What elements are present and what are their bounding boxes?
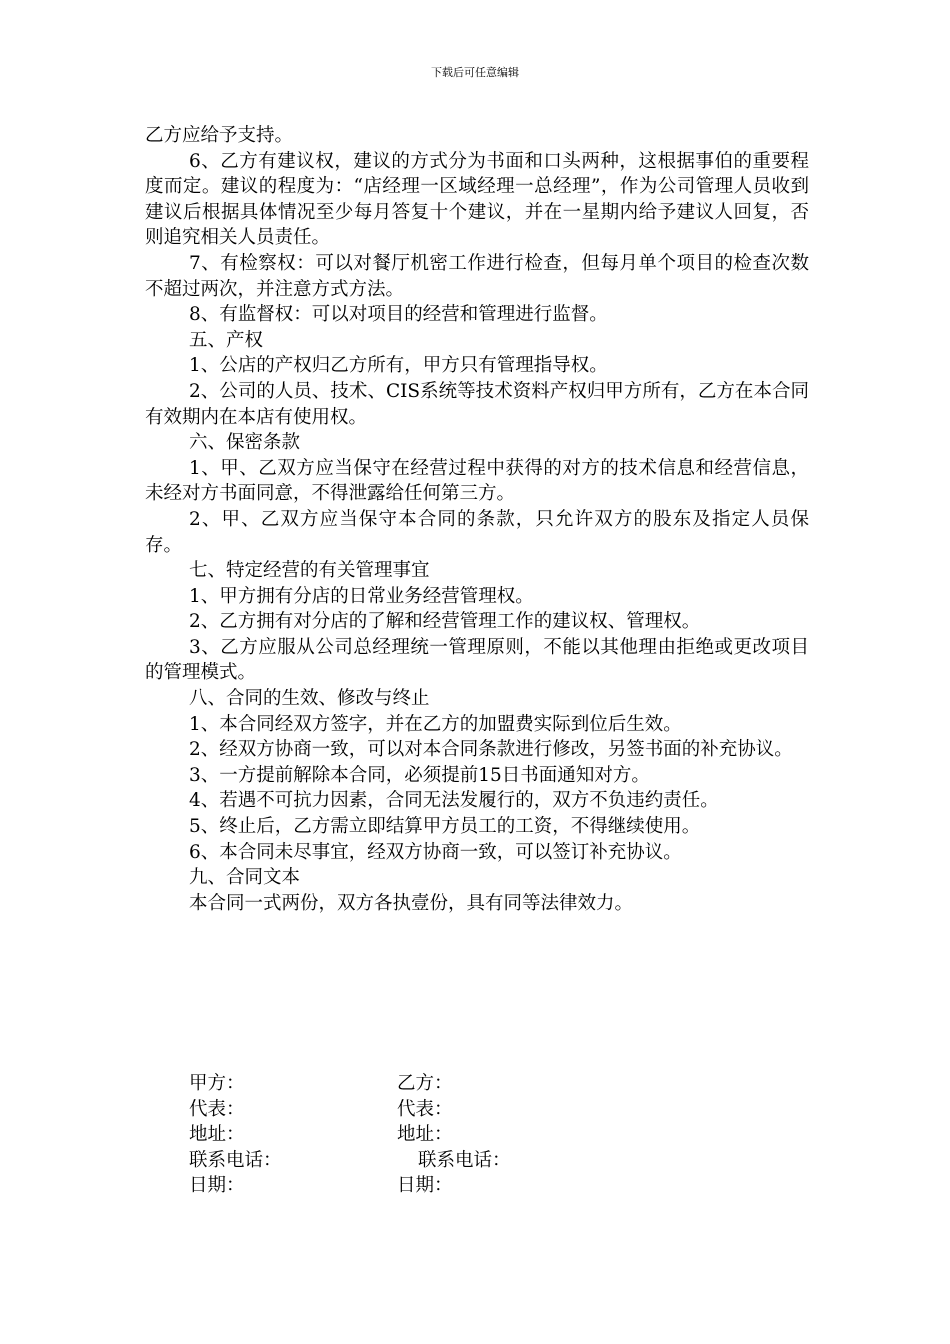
- paragraph: 4、若遇不可抗力因素，合同无法发履行的，双方不负违约责任。: [189, 790, 719, 812]
- party-a-representative-label: 代表：: [189, 1098, 245, 1120]
- paragraph: 8、有监督权：可以对项目的经营和管理进行监督。: [189, 304, 608, 326]
- section-heading: 九、合同文本: [189, 867, 301, 889]
- party-b-phone-label: 联系电话：: [418, 1149, 511, 1171]
- signature-block: [189, 1071, 789, 1199]
- paragraph: 2、甲、乙双方应当保守本合同的条款，只允许双方的股东及指定人员保存。: [145, 508, 809, 556]
- paragraph: 5、终止后，乙方需立即结算甲方员工的工资，不得继续使用。: [189, 816, 701, 838]
- paragraph: 3、一方提前解除本合同，必须提前15日书面通知对方。: [189, 764, 650, 786]
- party-a-label: 甲方：: [189, 1073, 245, 1094]
- party-b-label: 乙方：: [397, 1073, 453, 1094]
- paragraph: 乙方应给予支持。: [145, 125, 294, 146]
- party-b-address-label: 地址：: [397, 1124, 453, 1146]
- paragraph: 1、甲、乙双方应当保守在经营过程中获得的对方的技术信息和经营信息，未经对方书面同意，不得泄露给任何第三方。: [145, 457, 809, 505]
- paragraph: 1、本合同经双方签字，并在乙方的加盟费实际到位后生效。: [189, 713, 682, 735]
- paragraph: 2、经双方协商一致，可以对本合同条款进行修改，另签书面的补充协议。: [189, 739, 793, 761]
- section-heading: 六、保密条款: [189, 432, 301, 454]
- section-heading: 五、产权: [189, 329, 264, 351]
- paragraph: 6、本合同未尽事宜，经双方协商一致，可以签订补充协议。: [189, 841, 682, 863]
- section-heading: 八、合同的生效、修改与终止: [189, 688, 430, 710]
- paragraph: 3、乙方应服从公司总经理统一管理原则，不能以其他理由拒绝或更改项目的管理模式。: [145, 636, 809, 684]
- signature-row-phone: [189, 1148, 789, 1174]
- signature-row-party: [189, 1071, 789, 1097]
- party-a-date-label: 日期：: [189, 1175, 245, 1197]
- signature-row-address: [189, 1122, 789, 1148]
- party-b-representative-label: 代表：: [397, 1098, 453, 1120]
- paragraph: 7、有检察权：可以对餐厅机密工作进行检查，但每月单个项目的检查次数不超过两次，并注意方式方法。: [145, 252, 809, 300]
- signature-row-representative: [189, 1097, 789, 1123]
- party-b-date-label: 日期：: [397, 1175, 453, 1197]
- party-a-address-label: 地址：: [189, 1124, 245, 1146]
- paragraph: 本合同一式两份，双方各执壹份，具有同等法律效力。: [189, 892, 634, 914]
- paragraph: 1、甲方拥有分店的日常业务经营管理权。: [189, 585, 534, 607]
- party-a-phone-label: 联系电话：: [189, 1149, 282, 1171]
- page-header: 下载后可任意编辑: [431, 66, 519, 79]
- paragraph: 2、公司的人员、技术、CIS系统等技术资料产权归甲方所有，乙方在本合同有效期内在本店有使用权。: [145, 380, 809, 428]
- contract-body: [145, 123, 809, 916]
- paragraph: 1、公店的产权归乙方所有，甲方只有管理指导权。: [189, 355, 608, 377]
- paragraph: 2、乙方拥有对分店的了解和经营管理工作的建议权、管理权。: [189, 611, 701, 633]
- paragraph: 6、乙方有建议权，建议的方式分为书面和口头两种，这根据事伯的重要程度而定。建议的程度为：“店经理一区域经理一总经理”，作为公司管理人员收到建议后根据具体情况至少每月答复十个建议，并在一星期内给予建议人回复，否则追究相关人员责任。: [145, 150, 809, 249]
- signature-row-date: [189, 1173, 789, 1199]
- section-heading: 七、特定经营的有关管理事宜: [189, 560, 430, 582]
